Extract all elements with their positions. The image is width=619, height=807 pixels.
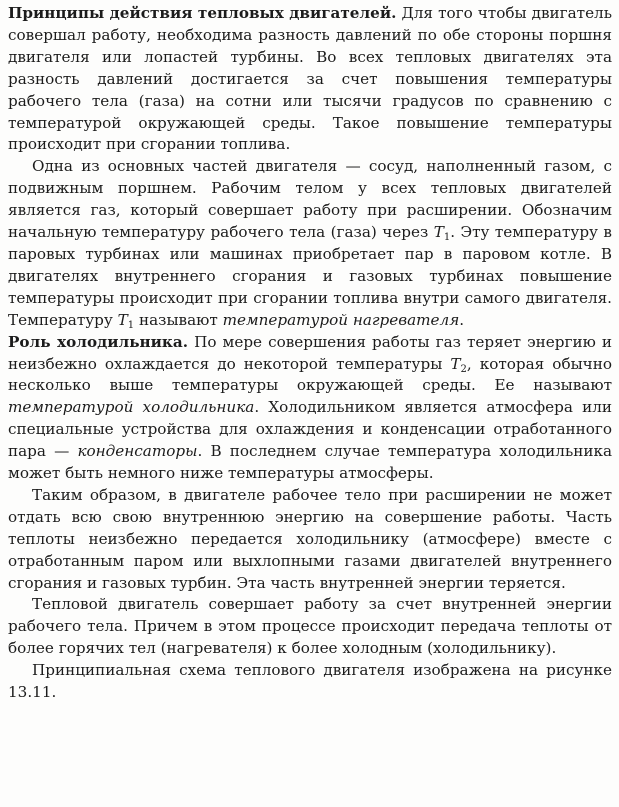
paragraph-cooler-role	[8, 332, 612, 485]
paragraph-heat-engine-work: Тепловой двигатель совершает работу за счет внутренней энергии рабочего тела. Причем в этом процессе происходит передача теплоты от более горячих тел (нагревателя) к более холодным (холодильнику).	[8, 595, 612, 658]
principles-text: Для того чтобы двигатель совершал работу, необходима разность давлений по обе стороны поршня двигателя или лопастей турбины. Во всех тепловых двигателях эта разность давлений достигается за счет повышения температуры рабочего тела (газа) на сотни или тысячи градусов по сравнению с температурой окружающей среды. Такое повышение температуры происходит при сгорании топлива.	[8, 4, 612, 154]
text-column	[8, 3, 612, 704]
engine-parts-text-b: . Эту температуру в паровых турбинах или машинах приобретает пар в паровом котле. В двигателях внутреннего сгорания и газовых турбинах повышение температуры происходит при сгорании топлива внутри самого двигателя. Температуру	[8, 223, 612, 329]
symbol-t1-letter: T	[433, 223, 444, 242]
heading-principles: Принципы действия тепловых двигателей.	[8, 4, 397, 22]
symbol-t1	[433, 223, 451, 244]
paragraph-engine-parts	[8, 156, 612, 331]
symbol-t2-letter: T	[450, 354, 461, 373]
symbol-t2	[450, 355, 467, 373]
symbol-t2-subscript: 2	[460, 363, 467, 375]
cooler-role-text-a: По мере совершения работы газ теряет энергию и неизбежно охлаждается до некоторой температуры	[8, 332, 612, 373]
paragraph-diagram-reference: Принципиальная схема теплового двигателя изображена на рисунке 13.11.	[8, 661, 612, 702]
engine-parts-text-c: называют	[134, 310, 223, 329]
symbol-t1-subscript: 1	[443, 232, 451, 244]
cooler-role-text-b: , которая обычно несколько выше температуры окружающей среды. Ее называют	[8, 354, 612, 395]
paragraph-energy-loss: Таким образом, в двигателе рабочее тело при расширении не может отдать всю свою внутреннюю энергию на совершение работы. Часть теплоты неизбежно передается холодильнику (атмосфере) вместе с отработанным паром или выхлопными газами двигателей внутреннего сгорания и газовых турбин. Эта часть внутренней энергии теряется.	[8, 485, 612, 592]
engine-parts-text-d: .	[459, 310, 465, 329]
cooler-role-text-d: . В последнем случае температура холодильника может быть немного ниже температуры атмосферы.	[8, 442, 613, 483]
paragraph-principles	[8, 3, 612, 156]
symbol-t1-second-letter: T	[117, 310, 128, 329]
term-condensers: конденсаторы	[77, 442, 198, 461]
term-cooler-temperature: температурой холодильника	[8, 398, 255, 417]
cooler-role-text-c: . Холодильником является атмосфера или специальные устройства для охлаждения и конденсации отработанного пара —	[8, 398, 612, 461]
symbol-t1-second	[118, 311, 135, 329]
heading-cooler-role: Роль холодильника.	[8, 332, 188, 351]
symbol-t1-second-subscript: 1	[127, 319, 135, 331]
engine-parts-text-a: Одна из основных частей двигателя — сосуд, наполненный газом, с подвижным поршнем. Рабочим телом у всех тепловых двигателей является газ, который совершает работу при расширении. Обозначим начальную температуру рабочего тела (газа) через	[8, 157, 612, 242]
term-heater-temperature: температурой нагревателя	[222, 310, 460, 329]
